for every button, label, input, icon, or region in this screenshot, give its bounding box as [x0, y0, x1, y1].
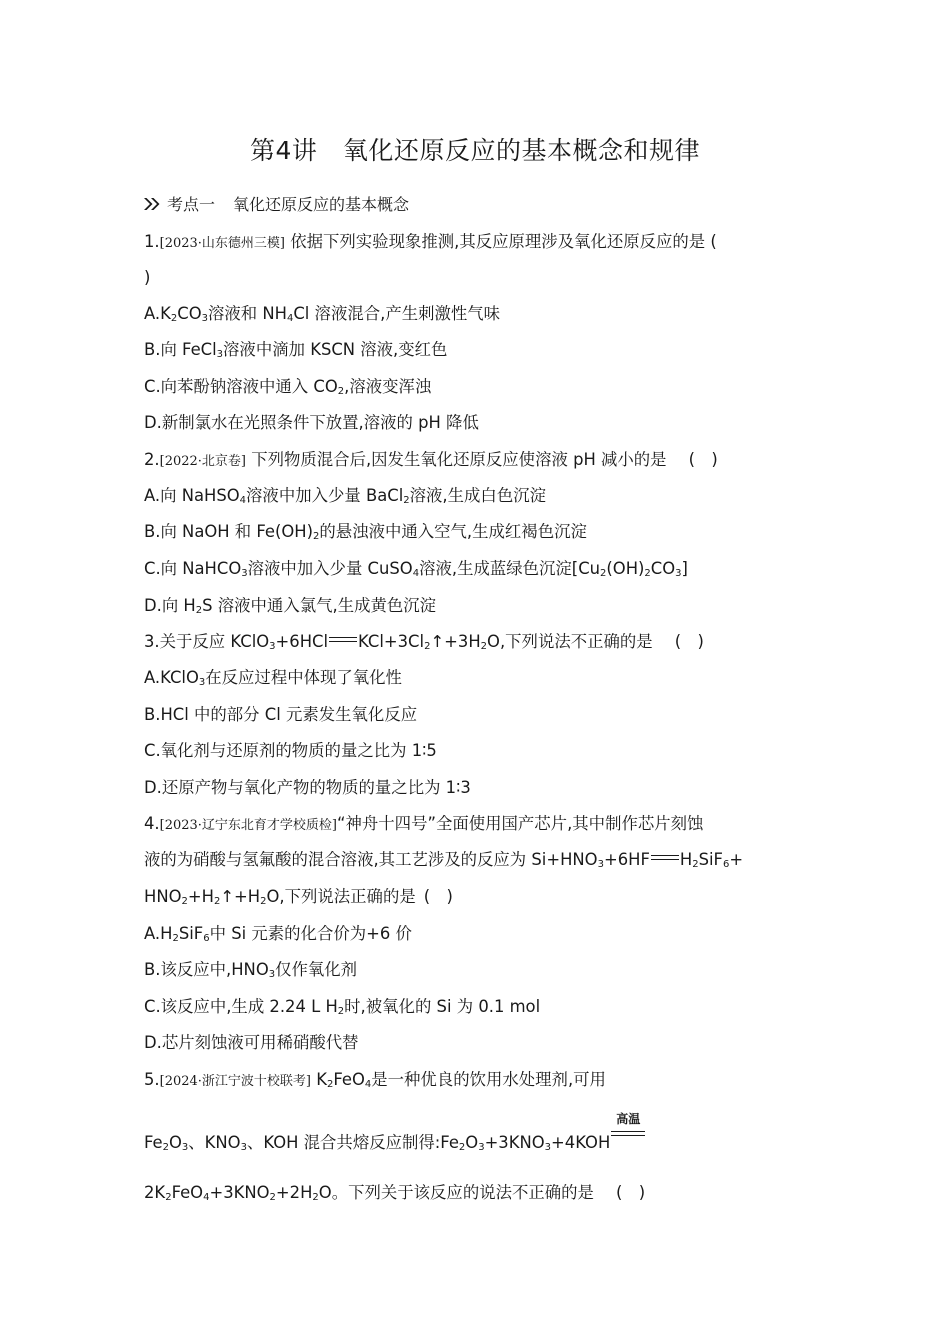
q2-option-a: A.向 NaHSO$_4$溶液中加入少量 BaCl$_2$溶液,生成白色沉淀: [144, 486, 546, 506]
section-text: 氧化还原反应的基本概念: [233, 195, 410, 214]
q2-option-d: D.向 $H_2S$ 溶液中通入氯气,生成黄色沉淀: [144, 596, 437, 616]
reaction-equal-sign: [329, 635, 357, 645]
q3-option-b: B.HCl 中的部分 Cl 元素发生氧化反应: [144, 705, 418, 724]
q4-option-c: C.该反应中,生成 2.24 L $H_2$时,被氧化的 Si 为 0.1 mol: [144, 997, 541, 1017]
double-chevron-icon: [143, 197, 161, 211]
q5-stem-line2: $Fe_2O_3$、$KNO_3$、KOH 混合共熔反应制得$:Fe_2O_3+3KNO_3+4KOH$ 高温: [144, 1128, 645, 1154]
q4-stem-line2: 液的为硝酸与氢氟酸的混合溶液,其工艺涉及的反应为 $Si+HNO_3+6HF$ $H_2SiF_6+$: [144, 850, 744, 870]
q4-option-d: D.芯片刻蚀液可用稀硝酸代替: [144, 1033, 359, 1052]
q1-paren-close: ): [144, 268, 151, 287]
q5-stem-line3: $2K_2FeO_4+3KNO_2+2H_2O$。下列关于该反应的说法不正确的是 ( ): [144, 1183, 646, 1203]
q1-option-d: D.新制氯水在光照条件下放置,溶液的 pH 降低: [144, 413, 479, 432]
q3-option-d: D.还原产物与氧化产物的物质的量之比为 1∶3: [144, 778, 471, 797]
q2-option-c: C.向 NaHCO$_3$溶液中加入少量 CuSO$_4$溶液,生成蓝绿色沉淀$[Cu_2(OH)_2CO_3]$: [144, 559, 688, 579]
q2-stem: 2.[2022·北京卷] 下列物质混合后,因发生氧化还原反应使溶液 pH 减小的是 ( ): [144, 450, 718, 469]
q3-stem: 3.关于反应 KClO$_3$+6HCl $KCl+3Cl_2↑+3H_2O$,下列说法不正确的是 ( ): [144, 632, 704, 652]
q4-option-a: $A.H_2SiF_6$中 Si 元素的化合价为+6 价: [144, 924, 412, 944]
q4-stem-line1: 4.[2023·辽宁东北育才学校质检]“神舟十四号”全面使用国产芯片,其中制作芯片刻蚀: [144, 814, 704, 833]
q1-option-c: C.向苯酚钠溶液中通入 $CO_2$,溶液变浑浊: [144, 377, 432, 397]
section-heading: [143, 192, 409, 215]
section-label: 考点一: [167, 195, 216, 214]
q2-option-b: B.向 NaOH 和 $Fe(OH)_2$的悬浊液中通入空气,生成红褐色沉淀: [144, 522, 587, 542]
reaction-equal-sign: [651, 853, 679, 863]
high-temperature-equal-sign: [611, 1112, 645, 1142]
page-title: 第4讲 氧化还原反应的基本概念和规律: [250, 136, 700, 165]
q1-option-b: B.向 FeCl$_3$溶液中滴加 KSCN 溶液,变红色: [144, 340, 448, 360]
q3-option-a: A.KClO$_3$在反应过程中体现了氧化性: [144, 668, 402, 688]
q4-stem-line3: $HNO_2+H_2↑+H_2O$,下列说法正确的是 ( ): [144, 887, 453, 907]
condition-label: 高温: [616, 1112, 641, 1126]
q4-option-b: B.该反应中$,HNO_3$仅作氧化剂: [144, 960, 358, 980]
q5-stem-line1: 5.[2024·浙江宁波十校联考] $K_2FeO_4$是一种优良的饮用水处理剂,可用: [144, 1070, 606, 1090]
q3-option-c: C.氧化剂与还原剂的物质的量之比为 1∶5: [144, 741, 437, 760]
q1-option-a: $A.K_2CO_3$溶液和 $NH_4Cl$ 溶液混合,产生刺激性气味: [144, 304, 501, 324]
q1-stem: 1.[2023·山东德州三模] 依据下列实验现象推测,其反应原理涉及氧化还原反应的是 (: [144, 232, 717, 251]
